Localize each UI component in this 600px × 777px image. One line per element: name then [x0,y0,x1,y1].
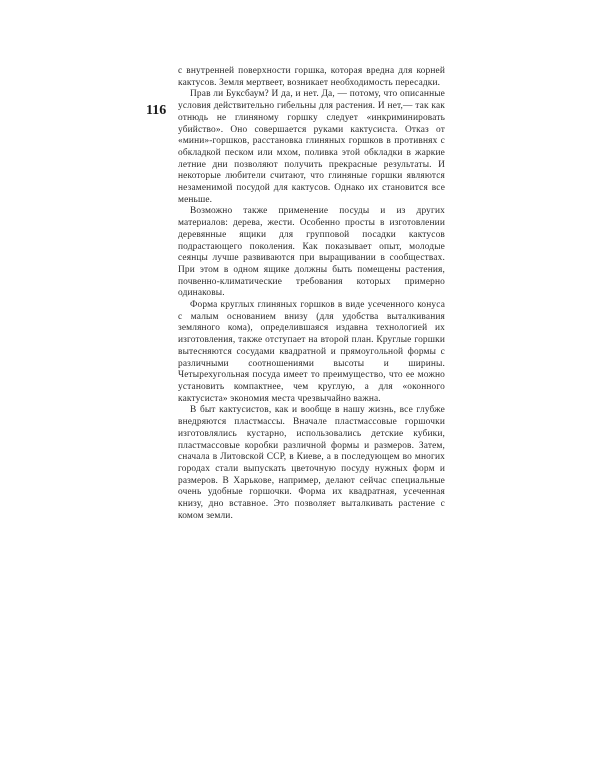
paragraph: Форма круглых глиняных горшков в виде усеченного конуса с малым основанием внизу (для удобства выталкивания земляного кома), определившаяся издавна технологией их изготовления, также отступает на второй план. Круглые горшки вытесняются сосудами квадратной и прямоугольной формы с различными соотношениями высоты и ширины. Четырехугольная посуда имеет то преимущество, что ее можно установить компактнее, чем круглую, а для «оконного кактусиста» экономия места чрезвычайно важна. [178,300,445,404]
body-text [178,66,445,522]
paragraph: с внутренней поверхности горшка, которая вредна для корней кактусов. Земля мертвеет, возникает необходимость пересадки. [178,66,445,88]
paragraph: Прав ли Буксбаум? И да, и нет. Да, — потому, что описанные условия действительно гибельны для растения. И нет,— так как отнюдь не глиняному горшку следует «инкриминировать убийство». Оно совершается руками кактусиста. Отказ от «мини»-горшков, расстановка глиняных горшков в противнях с обкладкой песком или мхом, поливка этой обкладки в жаркие летние дни позволяют получить прекрасные результаты. И некоторые любители считают, что глиняные горшки являются незаменимой посудой для кактусов. Однако их становится все меньше. [178,89,445,205]
paragraph: Возможно также применение посуды и из других материалов: дерева, жести. Особенно просты в изготовлении деревянные ящики для групповой посадки кактусов подрастающего поколения. Как показывает опыт, молодые сеянцы лучше развиваются при выращивании в сообществах. При этом в одном ящике должны быть помещены растения, почвенно-климатические требования которых примерно одинаковы. [178,206,445,299]
page-number: 116 [146,103,167,118]
paragraph: В быт кактусистов, как и вообще в нашу жизнь, все глубже внедряются пластмассы. Вначале пластмассовые горшочки изготовлялись кустарно, использовались детские кубики, пластмассовые коробки различной формы и размеров. Затем, сначала в Литовской ССР, в Киеве, а в последующем во многих городах стали выпускать цветочную посуду нужных форм и размеров. В Харькове, например, делают сейчас специальные очень удобные горшочки. Форма их квадратная, усеченная книзу, дно вставное. Это позволяет выталкивать растение с комом земли. [178,405,445,521]
